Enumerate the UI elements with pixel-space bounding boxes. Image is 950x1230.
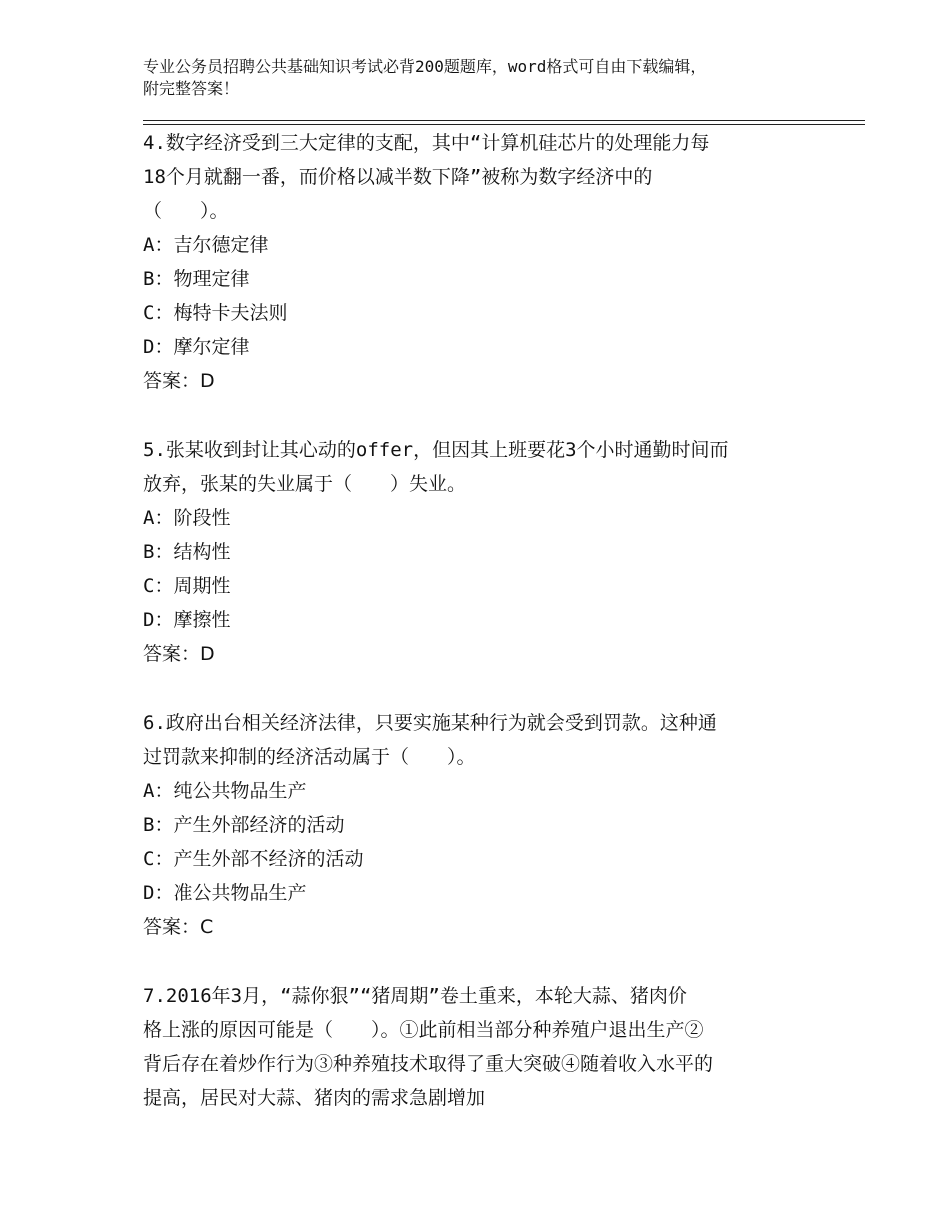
stem-line: 背后存在着炒作行为③种养殖技术取得了重大突破④随着收入水平的 <box>143 1053 714 1075</box>
option-a: A：阶段性 <box>143 507 231 529</box>
header-divider-thin <box>143 124 865 125</box>
stem-line: 6.政府出台相关经济法律，只要实施某种行为就会受到罚款。这种通 <box>143 712 717 734</box>
option-d: D：准公共物品生产 <box>143 882 307 904</box>
stem-line: 7.2016年3月，“蒜你狠”“猪周期”卷土重来，本轮大蒜、猪肉价 <box>143 985 687 1007</box>
header-line-2: 附完整答案！ <box>143 79 240 98</box>
question-stem <box>143 126 823 228</box>
option-b: B：物理定律 <box>143 268 250 290</box>
page-header <box>143 56 843 100</box>
option-d: D：摩擦性 <box>143 609 231 631</box>
question-6 <box>143 706 823 944</box>
option-b: B：结构性 <box>143 541 231 563</box>
question-7 <box>143 979 823 1115</box>
stem-line: 过罚款来抑制的经济活动属于（ ）。 <box>143 746 476 768</box>
stem-line: 18个月就翻一番，而价格以减半数下降”被称为数字经济中的 <box>143 166 653 188</box>
option-c: C：周期性 <box>143 575 231 597</box>
option-a: A：纯公共物品生产 <box>143 780 307 802</box>
answer: 答案：D <box>143 370 215 392</box>
option-d: D：摩尔定律 <box>143 336 250 358</box>
option-b: B：产生外部经济的活动 <box>143 814 345 836</box>
stem-line: 格上涨的原因可能是（ ）。①此前相当部分种养殖户退出生产② <box>143 1019 704 1041</box>
stem-line: 4.数字经济受到三大定律的支配，其中“计算机硅芯片的处理能力每 <box>143 132 710 154</box>
question-stem <box>143 979 823 1115</box>
answer: 答案：C <box>143 916 214 938</box>
header-divider-thick <box>143 120 865 121</box>
stem-line: 提高，居民对大蒜、猪肉的需求急剧增加 <box>143 1087 486 1109</box>
stem-line: （ ）。 <box>143 200 229 222</box>
option-c: C：梅特卡夫法则 <box>143 302 288 324</box>
option-c: C：产生外部不经济的活动 <box>143 848 364 870</box>
question-5 <box>143 433 823 671</box>
question-stem <box>143 706 823 774</box>
header-line-1: 专业公务员招聘公共基础知识考试必背200题题库，word格式可自由下载编辑， <box>143 57 707 76</box>
question-stem <box>143 433 823 501</box>
answer: 答案：D <box>143 643 215 665</box>
option-a: A：吉尔德定律 <box>143 234 269 256</box>
question-4 <box>143 126 823 398</box>
stem-line: 5.张某收到封让其心动的offer，但因其上班要花3个小时通勤时间而 <box>143 439 729 461</box>
stem-line: 放弃，张某的失业属于（ ）失业。 <box>143 473 467 495</box>
